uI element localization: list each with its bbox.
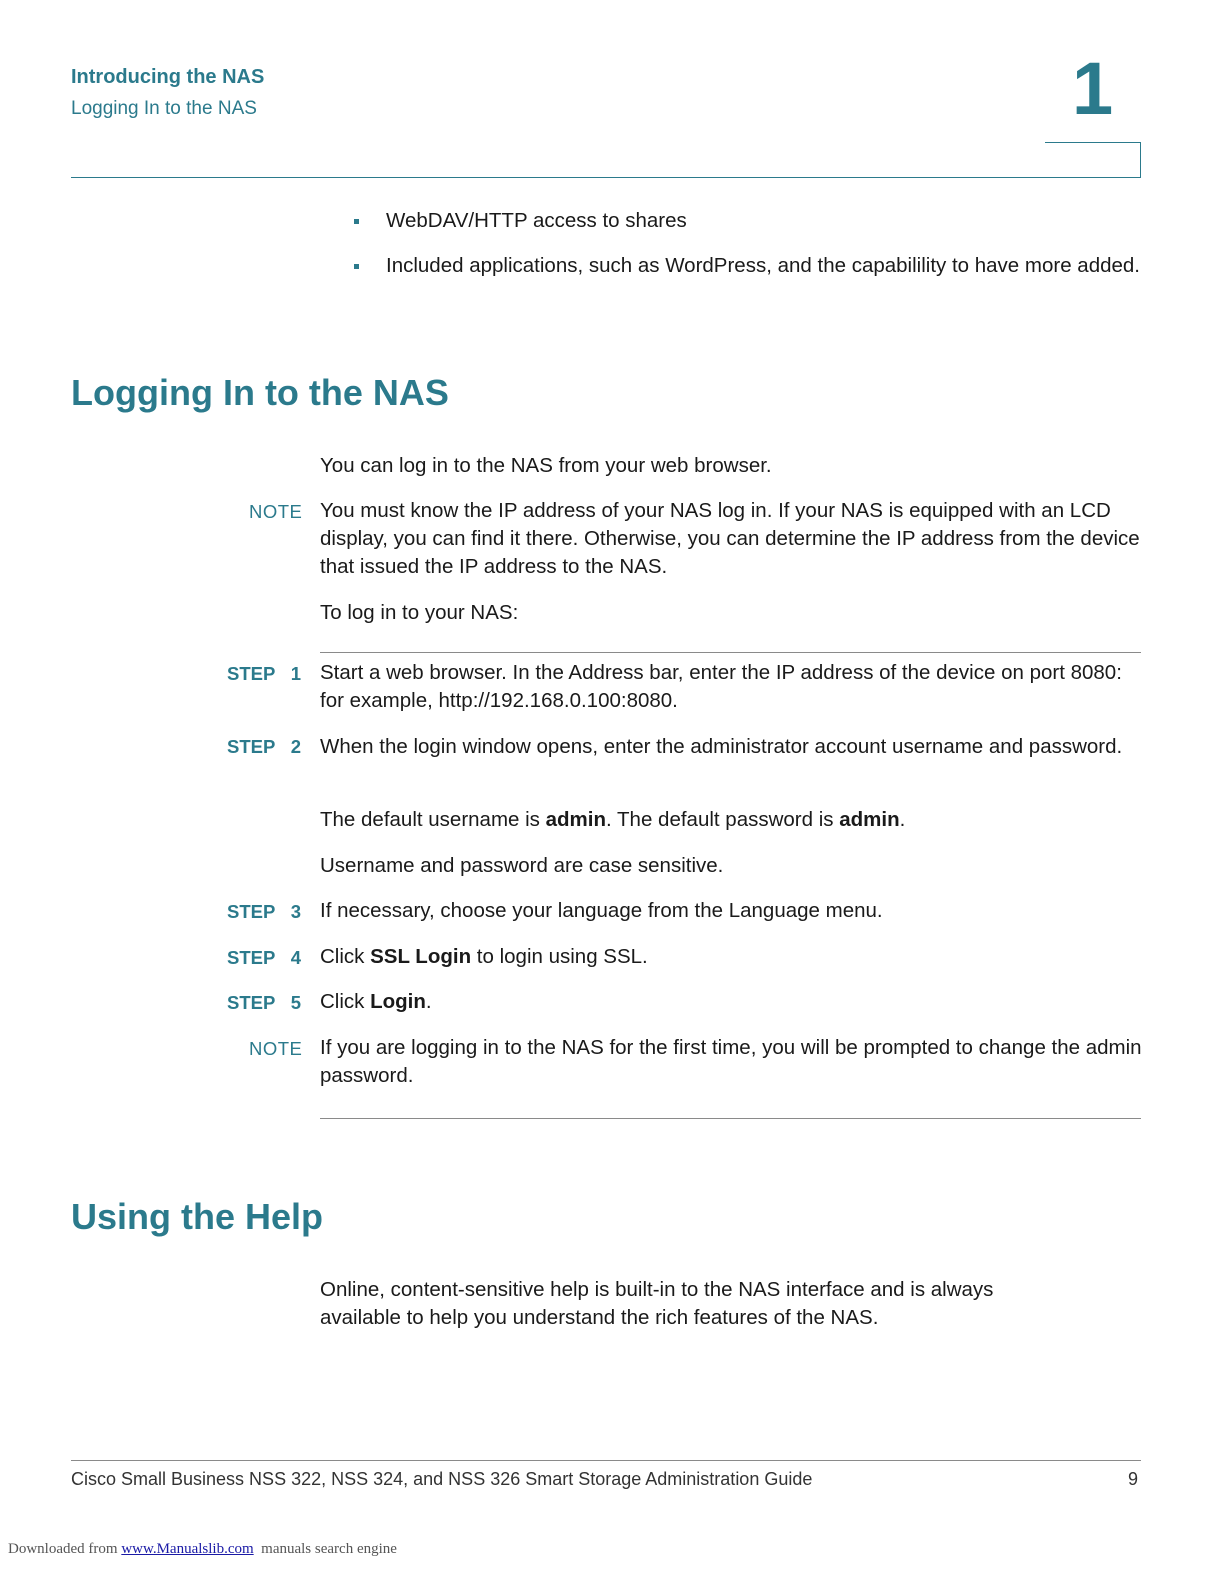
step-text xyxy=(320,943,1142,971)
note-label: NOTE xyxy=(249,1038,303,1059)
step-text-part: Click xyxy=(320,990,371,1013)
login-intro: You can log in to the NAS from your web browser. xyxy=(320,454,772,477)
step-label xyxy=(227,944,301,972)
step-word: STEP xyxy=(227,947,276,968)
step-text: When the login window opens, enter the administrator account username and password. xyxy=(320,735,1123,758)
step-text-part: . xyxy=(425,990,432,1013)
page-number: 9 xyxy=(1128,1469,1139,1489)
download-prefix: Downloaded from xyxy=(8,1541,122,1557)
default-password: admin xyxy=(839,808,900,831)
step-text: Start a web browser. In the Address bar, enter the IP address of the device on port 8080: for example, http://192.168.0.100:8080. xyxy=(320,661,1122,712)
chapter-number: 1 xyxy=(1072,47,1114,130)
bullet-marker xyxy=(354,219,359,224)
note-text: You must know the IP address of your NAS log in. If your NAS is equipped with an LCD display, you can find it there. Otherwise, you can determine the IP address from the device that issued the IP address to the NAS. xyxy=(320,499,1140,578)
step-number: 2 xyxy=(290,736,302,757)
note-label: NOTE xyxy=(249,501,303,522)
step-number: 4 xyxy=(290,947,302,968)
bullet-item: Included applications, such as WordPress, and the capabilility to have more added. xyxy=(386,254,1141,277)
step-word: STEP xyxy=(227,736,276,757)
step-word: STEP xyxy=(227,992,276,1013)
note-text: If you are logging in to the NAS for the first time, you will be prompted to change the admin password. xyxy=(320,1036,1142,1087)
ssl-login-label: SSL Login xyxy=(370,945,472,968)
step-word: STEP xyxy=(227,901,276,922)
procedure-bottom-rule xyxy=(320,1118,1141,1119)
default-username: admin xyxy=(545,808,606,831)
step-label xyxy=(227,989,301,1017)
procedure-intro: To log in to your NAS: xyxy=(320,601,519,624)
default-credentials xyxy=(320,806,1142,834)
download-suffix: manuals search engine xyxy=(253,1541,397,1557)
bullet-item: WebDAV/HTTP access to shares xyxy=(386,209,687,232)
step-number: 3 xyxy=(290,901,302,922)
default-credentials-text: The default username is xyxy=(320,808,546,831)
step-number: 1 xyxy=(290,663,302,684)
chapter-tab-box xyxy=(1045,142,1141,178)
manualslib-link[interactable]: www.Manualslib.com xyxy=(121,1541,254,1557)
chapter-title: Introducing the NAS xyxy=(71,66,265,88)
login-label: Login xyxy=(370,990,426,1013)
section-title: Logging In to the NAS xyxy=(71,98,257,119)
step-text-part: to login using SSL. xyxy=(471,945,648,968)
step-number: 5 xyxy=(290,992,302,1013)
step-text xyxy=(320,988,1142,1016)
footer-rule xyxy=(71,1460,1141,1461)
step-label xyxy=(227,898,301,926)
step-text: If necessary, choose your language from the Language menu. xyxy=(320,899,883,922)
bullet-marker xyxy=(354,264,359,269)
step-text-part: Click xyxy=(320,945,371,968)
default-credentials-text: . xyxy=(899,808,906,831)
download-note xyxy=(8,1541,397,1558)
step-word: STEP xyxy=(227,663,276,684)
step-label xyxy=(227,660,301,688)
header-rule xyxy=(71,177,1141,178)
default-credentials-text: . The default password is xyxy=(606,808,840,831)
step-label xyxy=(227,733,301,761)
section-heading-help: Using the Help xyxy=(71,1196,324,1237)
procedure-top-rule xyxy=(320,652,1141,653)
case-sensitive-note: Username and password are case sensitive. xyxy=(320,854,724,877)
section-heading-login: Logging In to the NAS xyxy=(71,372,449,413)
help-text: Online, content-sensitive help is built-in to the NAS interface and is always available to help you understand the rich features of the NAS. xyxy=(320,1278,994,1329)
footer-title: Cisco Small Business NSS 322, NSS 324, and NSS 326 Smart Storage Administration Guide xyxy=(71,1469,813,1489)
